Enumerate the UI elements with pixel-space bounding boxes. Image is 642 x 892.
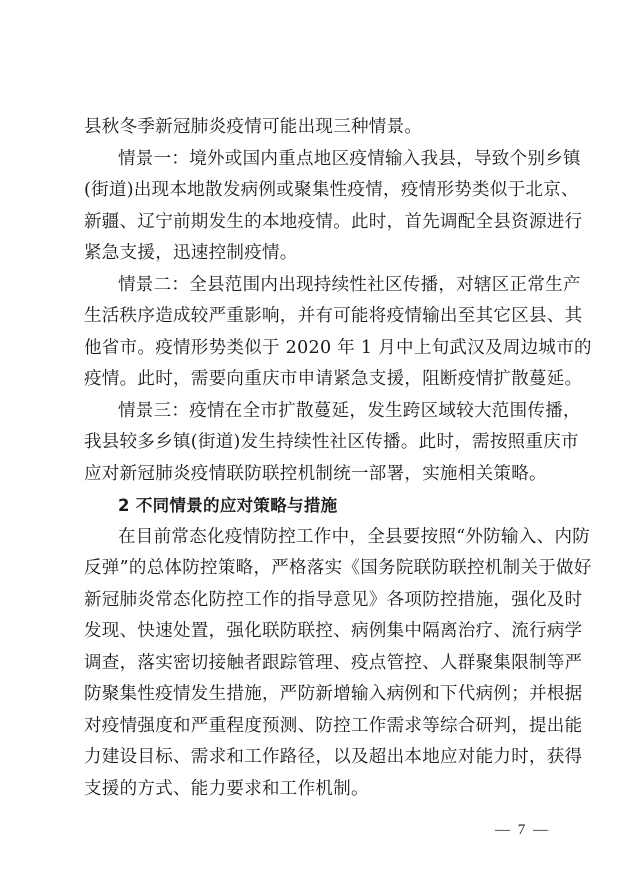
text-line: 新冠肺炎常态化防控工作的指导意见》各项防控措施，强化及时 <box>84 589 583 610</box>
text-line: 对疫情强度和严重程度预测、防控工作需求等综合研判，提出能 <box>84 715 583 736</box>
strategy-paragraph-line: 在目前常态化疫情防控工作中，全县要按照“外防输入、内防 <box>118 526 591 547</box>
text-line: (街道)出现本地散发病例或聚集性疫情，疫情形势类似于北京、 <box>84 180 579 200</box>
text-line: 紧急支援，迅速控制疫情。 <box>84 243 298 263</box>
text-line: 县秋冬季新冠肺炎疫情可能出现三种情景。 <box>84 117 423 137</box>
text-line: 反弹”的总体防控策略，严格落实《国务院联防联控机制关于做好 <box>84 558 592 578</box>
text-line: 生活秩序造成较严重影响，并有可能将疫情输出至其它区县、其 <box>84 306 583 326</box>
text-line: 防聚集性疫情发生措施，严防新增输入病例和下代病例；并根据 <box>84 684 583 704</box>
text-line: 他省市。疫情形势类似于 2020 年 1 月中上旬武汉及周边城市的 <box>84 337 592 358</box>
scenario-two-line: 情景二：全县范围内出现持续性社区传播，对辖区正常生产 <box>118 274 581 295</box>
text-line: 支援的方式、能力要求和工作机制。 <box>84 778 369 799</box>
scenario-one-line: 情景一：境外或国内重点地区疫情输入我县，导致个别乡镇 <box>118 148 581 169</box>
text-line: 新疆、辽宁前期发生的本地疫情。此时，首先调配全县资源进行 <box>84 211 583 232</box>
scenario-three-line: 情景三：疫情在全市扩散蔓延，发生跨区域较大范围传播， <box>118 400 581 421</box>
document-body <box>84 112 592 805</box>
text-line: 我县较多乡镇(街道)发生持续性社区传播。此时，需按照重庆市 <box>84 432 579 452</box>
page-number: — 7 — <box>495 822 550 838</box>
text-line: 应对新冠肺炎疫情联防联控机制统一部署，实施相关策略。 <box>84 463 547 484</box>
text-line: 发现、快速处置，强化联防联控、病例集中隔离治疗、流行病学 <box>84 621 583 641</box>
section-heading: 2 不同情景的应对策略与措施 <box>118 496 338 515</box>
text-line: 调查，落实密切接触者跟踪管理、疫点管控、人群聚集限制等严 <box>84 652 583 673</box>
text-line: 力建设目标、需求和工作路径，以及超出本地应对能力时，获得 <box>84 747 583 767</box>
text-line: 疫情。此时，需要向重庆市申请紧急支援，阻断疫情扩散蔓延。 <box>84 369 583 389</box>
